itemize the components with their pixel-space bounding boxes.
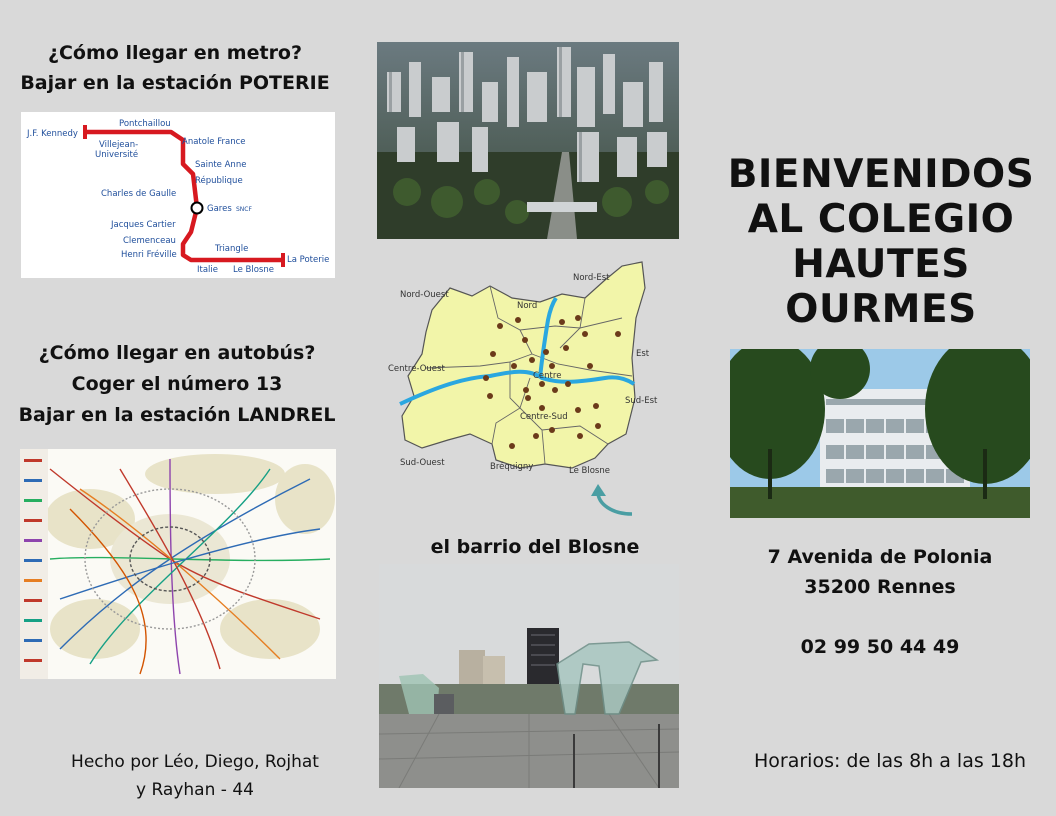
label-brequigny: Bréquigny	[490, 462, 534, 472]
station-villejean: Villejean-	[99, 140, 139, 150]
opening-hours: Horarios: de las 8h a las 18h	[754, 750, 1027, 772]
station-italie: Italie	[197, 265, 219, 275]
station-triangle: Triangle	[215, 244, 249, 254]
label-centresud: Centre-Sud	[520, 412, 568, 422]
label-sudouest: Sud-Ouest	[400, 458, 445, 468]
address-city: 35200 Rennes	[804, 576, 956, 598]
station-jfk: J.F. Kennedy	[27, 129, 78, 139]
station-poterie: La Poterie	[287, 255, 330, 265]
bus-heading	[10, 338, 344, 431]
bus-question: ¿Cómo llegar en autobús?	[38, 342, 316, 364]
credits-line1: Hecho por Léo, Diego, Rojhat	[71, 752, 319, 772]
city-aerial-photo	[377, 42, 679, 239]
bus-map-svg	[20, 449, 336, 679]
address	[730, 542, 1030, 602]
metro-plaza-svg	[379, 564, 679, 788]
address-street: 7 Avenida de Polonia	[767, 546, 993, 568]
bus-line: Coger el número 13	[71, 373, 283, 395]
label-nordest: Nord-Est	[573, 273, 610, 283]
metro-line-map	[21, 112, 335, 278]
metro-plaza-photo	[379, 564, 679, 788]
gares-interchange-icon	[192, 203, 203, 214]
label-nord: Nord	[517, 301, 538, 311]
station-jacques: Jacques Cartier	[111, 220, 176, 230]
school-building-photo	[730, 349, 1030, 518]
station-sainteanne: Sainte Anne	[195, 160, 247, 170]
metro-instruction: Bajar en la estación POTERIE	[20, 72, 330, 94]
credits	[50, 748, 340, 804]
station-pontchaillou: Pontchaillou	[119, 119, 171, 129]
label-centreouest: Centre-Ouest	[388, 364, 445, 374]
metro-heading	[10, 38, 340, 98]
station-gares: Gares	[207, 204, 232, 214]
welcome-line3: HAUTES	[792, 242, 970, 287]
metro-question: ¿Cómo llegar en metro?	[47, 42, 303, 64]
station-clemenceau: Clemenceau	[123, 236, 176, 246]
arrow-head-icon	[591, 484, 606, 496]
bus-network-map	[20, 449, 336, 679]
station-charles: Charles de Gaulle	[101, 189, 177, 199]
station-henri: Henri Fréville	[121, 250, 177, 260]
station-blosne: Le Blosne	[233, 265, 274, 275]
district-map-svg	[380, 258, 670, 520]
district-map	[380, 258, 670, 520]
bus-instruction: Bajar en la estación LANDREL	[18, 404, 336, 426]
label-leblosne: Le Blosne	[569, 466, 610, 476]
station-sncf: SNCF	[236, 206, 252, 213]
label-est: Est	[636, 349, 650, 359]
welcome-line1: BIENVENIDOS	[727, 152, 1035, 197]
school-building-svg	[730, 349, 1030, 518]
credits-line2: y Rayhan - 44	[136, 780, 254, 800]
welcome-title	[722, 152, 1040, 332]
station-anatole: Anatole France	[182, 137, 246, 147]
label-sudest: Sud-Est	[625, 396, 658, 406]
label-nordouest: Nord-Ouest	[400, 290, 449, 300]
welcome-line4: OURMES	[785, 287, 977, 332]
metro-map-svg	[21, 112, 335, 278]
label-centre: Centre	[533, 371, 562, 381]
phone-number: 02 99 50 44 49	[800, 636, 960, 658]
station-republique: République	[195, 176, 243, 186]
city-aerial-svg	[377, 42, 679, 239]
barrio-label: el barrio del Blosne	[430, 536, 640, 558]
station-universite: Université	[95, 150, 139, 160]
welcome-line2: AL COLEGIO	[747, 197, 1015, 242]
